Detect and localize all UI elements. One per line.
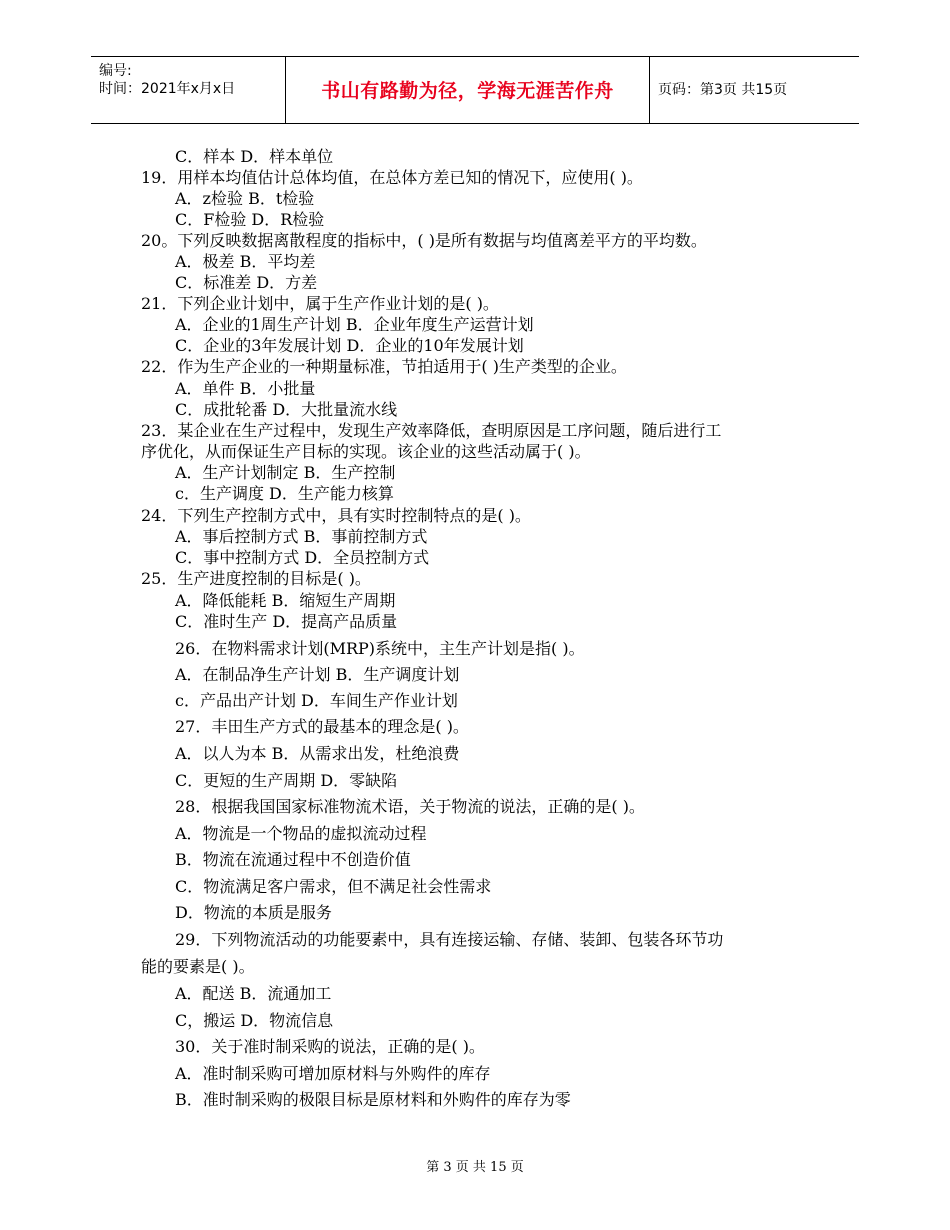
question-line: 23．某企业在生产过程中，发现生产效率降低，查明原因是工序问题，随后进行工 xyxy=(141,421,722,440)
option-line: A．降低能耗 B．缩短生产周期 xyxy=(175,591,396,610)
question-line: 序优化，从而保证生产目标的实现。该企业的这些活动属于( )。 xyxy=(141,442,591,461)
question-line: 21．下列企业计划中，属于生产作业计划的是( )。 xyxy=(141,294,499,313)
text-line: C．样本 D．样本单位 xyxy=(175,147,334,166)
option-line: C．成批轮番 D．大批量流水线 xyxy=(175,400,398,419)
question-line: 能的要素是( )。 xyxy=(141,957,255,976)
option-line: D．物流的本质是服务 xyxy=(175,903,332,922)
header-meta xyxy=(99,62,235,98)
question-line: 25．生产进度控制的目标是( )。 xyxy=(141,569,371,588)
option-line: A．配送 B．流通加工 xyxy=(175,984,332,1003)
option-line: C，搬运 D．物流信息 xyxy=(175,1011,334,1030)
option-line: A．在制品净生产计划 B．生产调度计划 xyxy=(175,665,460,684)
question-line: 19．用样本均值估计总体均值，在总体方差已知的情况下，应使用( )。 xyxy=(141,168,643,187)
header-divider xyxy=(649,57,650,123)
option-line: C．F检验 D．R检验 xyxy=(175,210,325,229)
question-line: 27．丰田生产方式的最基本的理念是( )。 xyxy=(175,717,469,736)
option-line: A．以人为本 B．从需求出发，杜绝浪费 xyxy=(175,744,460,763)
option-line: C．物流满足客户需求，但不满足社会性需求 xyxy=(175,877,492,896)
question-line: 24．下列生产控制方式中，具有实时控制特点的是( )。 xyxy=(141,506,531,525)
question-line: 20。下列反映数据离散程度的指标中，( )是所有数据与均值离差平方的平均数。 xyxy=(141,231,707,250)
option-line: A．单件 B．小批量 xyxy=(175,379,316,398)
option-line: A．企业的1周生产计划 B．企业年度生产运营计划 xyxy=(175,315,534,334)
header-motto: 书山有路勤为径，学海无涯苦作舟 xyxy=(321,80,614,102)
option-line: C．企业的3年发展计划 D．企业的10年发展计划 xyxy=(175,336,524,355)
option-line: A．极差 B．平均差 xyxy=(175,252,316,271)
question-line: 30．关于准时制采购的说法，正确的是( )。 xyxy=(175,1037,485,1056)
doc-number-label: 编号: xyxy=(99,63,132,79)
question-line: 22．作为生产企业的一种期量标准，节拍适用于( )生产类型的企业。 xyxy=(141,357,627,376)
page-footer: 第 3 页 共 15 页 xyxy=(426,1160,524,1175)
option-line: C．事中控制方式 D．全员控制方式 xyxy=(175,548,430,567)
option-line: B．准时制采购的极限目标是原材料和外购件的库存为零 xyxy=(175,1090,571,1109)
question-line: 28．根据我国国家标准物流术语，关于物流的说法，正确的是( )。 xyxy=(175,797,645,816)
option-line: A．准时制采购可增加原材料与外购件的库存 xyxy=(175,1064,491,1083)
option-line: A．生产计划制定 B．生产控制 xyxy=(175,463,396,482)
question-line: 29．下列物流活动的功能要素中，具有连接运输、存储、装卸、包装各环节功 xyxy=(175,930,724,949)
option-line: C．更短的生产周期 D．零缺陷 xyxy=(175,771,398,790)
option-line: C．标准差 D．方差 xyxy=(175,273,318,292)
page-header xyxy=(91,56,859,124)
doc-date: 时间：2021年x月x日 xyxy=(99,81,236,97)
question-line: 26．在物料需求计划(MRP)系统中，主生产计划是指( )。 xyxy=(175,639,585,658)
option-line: A．z检验 B．t检验 xyxy=(175,189,315,208)
option-line: B．物流在流通过程中不创造价值 xyxy=(175,850,411,869)
option-line: c．产品出产计划 D．车间生产作业计划 xyxy=(175,691,458,710)
option-line: A．事后控制方式 B．事前控制方式 xyxy=(175,527,428,546)
header-page-info: 页码：第3页 共15页 xyxy=(658,82,788,98)
option-line: C．准时生产 D．提高产品质量 xyxy=(175,612,398,631)
option-line: A．物流是一个物品的虚拟流动过程 xyxy=(175,824,427,843)
option-line: c．生产调度 D．生产能力核算 xyxy=(175,484,394,503)
